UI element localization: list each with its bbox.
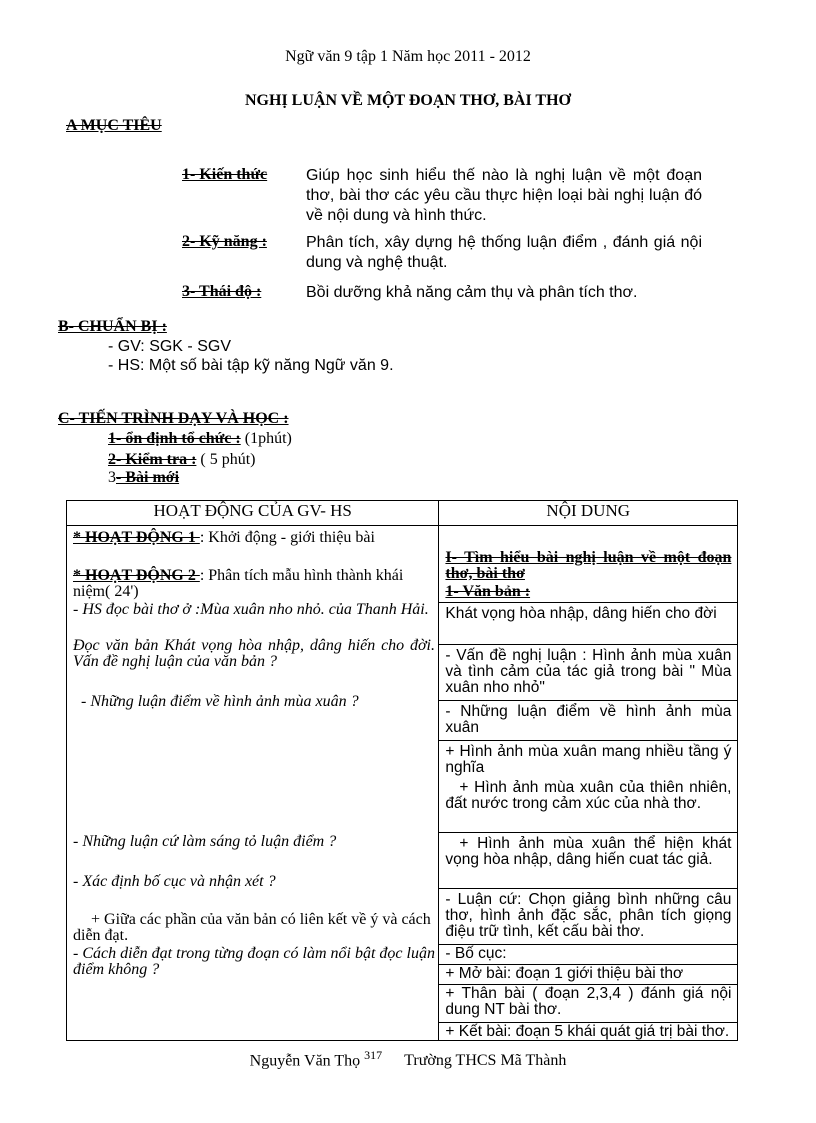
step-1 (108, 430, 292, 448)
content-heading: I- Tìm hiểu bài nghị luận về một đoạn thơ, bài thơ (445, 549, 732, 582)
section-a-heading: A MỤC TIÊU (66, 117, 162, 134)
activity-2 (73, 568, 435, 600)
activity-2-text: : Phân tích mẫu hình thành khái niệm( 24') (73, 567, 404, 600)
content-r9: + Mở bài: đoạn 1 giới thiệu bài thơ (445, 965, 684, 982)
step-2 (108, 451, 256, 469)
content-column-header: NỘI DUNG (439, 501, 738, 526)
step-1-time: (1phút) (240, 430, 292, 447)
note-linkage: + Giữa các phần của văn bản có liên kết về ý và cách diễn đạt. (73, 911, 431, 944)
activity-2-label: * HOẠT ĐỘNG 2 (73, 567, 200, 584)
lesson-table (66, 500, 738, 1041)
section-c-heading: C- TIẾN TRÌNH DẠY VÀ HỌC : (58, 410, 289, 427)
prep-teacher: - GV: SGK - SGV (108, 338, 231, 355)
question-arguments: - Những luận điểm về hình ảnh mùa xuân ? (81, 693, 359, 710)
activity-1-text: : Khởi động - giới thiệu bài (199, 529, 375, 546)
content-subheading: 1- Văn bản : (445, 583, 531, 600)
divider (439, 832, 737, 833)
question-expression: - Cách diễn đạt trong từng đoạn có làm nổi bật đọc luận điểm không ? (73, 945, 435, 978)
question-issue: Đọc văn bản Khát vọng hòa nhập, dâng hiến cho đời. Vấn đề nghị luận của văn bản ? (73, 637, 435, 670)
objective-attitude-label: 3- Thái độ : (182, 283, 262, 300)
content-r3: - Những luận điểm về hình ảnh mùa xuân (445, 703, 732, 736)
divider (439, 740, 737, 741)
footer-author: Nguyễn Văn Thọ (249, 1052, 361, 1070)
content-r10: + Thân bài ( đoạn 2,3,4 ) đánh giá nội dung NT bài thơ. (445, 985, 732, 1018)
activity-1 (73, 530, 435, 546)
step-3-label: - Bài mới (116, 469, 180, 486)
content-r5: + Hình ảnh mùa xuân của thiên nhiên, đất nước trong cảm xúc của nhà thơ. (445, 779, 732, 812)
content-r11: + Kết bài: đoạn 5 khái quát giá trị bài thơ. (445, 1023, 730, 1040)
content-r7: - Luận cứ: Chọn giảng bình những câu thơ, hình ảnh đặc sắc, phân tích giọng điệu trữ tình, kết cấu bài thơ. (445, 891, 732, 940)
content-cell (439, 526, 738, 1041)
content-r8: - Bố cục: (445, 945, 507, 962)
question-structure: - Xác định bố cục và nhận xét ? (73, 873, 276, 890)
step-3-prefix: 3 (108, 469, 116, 486)
divider (439, 888, 737, 889)
step-2-time: ( 5 phút) (196, 451, 256, 468)
page-footer (0, 1048, 816, 1070)
activity-column-header: HOẠT ĐỘNG CỦA GV- HS (67, 501, 439, 526)
objective-knowledge-text: Giúp học sinh hiểu thế nào là nghị luận về một đoạn thơ, bài thơ các yêu cầu thực hiện loại bài nghị luận đó về nội dung và hình thức. (306, 167, 702, 224)
lesson-title: NGHỊ LUẬN VỀ MỘT ĐOẠN THƠ, BÀI THƠ (245, 92, 571, 109)
prep-student: - HS: Một số bài tập kỹ năng Ngữ văn 9. (108, 357, 394, 374)
objective-attitude-text: Bồi dưỡng khả năng cảm thụ và phân tích thơ. (306, 284, 638, 301)
question-read-poem: - HS đọc bài thơ ở :Mùa xuân nho nhỏ. của Thanh Hải. (73, 601, 429, 618)
content-r2: - Vấn đề nghị luận : Hình ảnh mùa xuân và tình cảm của tác giả trong bài " Mùa xuân nho nhỏ" (445, 647, 732, 696)
step-2-label: 2- Kiểm tra : (108, 451, 197, 468)
content-r1: Khát vọng hòa nhập, dâng hiến cho đời (445, 605, 717, 622)
divider (439, 602, 737, 603)
divider (439, 700, 737, 701)
activity-cell (67, 526, 439, 1041)
content-r6: + Hình ảnh mùa xuân thể hiện khát vọng hòa nhập, dâng hiến cuat tác giả. (445, 835, 732, 868)
step-1-label: 1- ổn định tổ chức : (108, 430, 241, 447)
question-evidence: - Những luận cứ làm sáng tỏ luận điểm ? (73, 833, 337, 850)
objective-knowledge-label: 1- Kiến thức (182, 166, 268, 183)
footer-school: Trường THCS Mã Thành (404, 1052, 567, 1070)
divider (439, 644, 737, 645)
step-3 (108, 469, 179, 487)
content-r4: + Hình ảnh mùa xuân mang nhiều tầng ý nghĩa (445, 743, 732, 776)
objective-skill-label: 2- Kỹ năng : (182, 233, 267, 250)
activity-1-label: * HOẠT ĐỘNG 1 (73, 529, 200, 546)
page-header: Ngữ văn 9 tập 1 Năm học 2011 - 2012 (285, 48, 531, 65)
page-number: 317 (364, 1048, 383, 1062)
section-b-heading: B- CHUẨN BỊ : (58, 318, 167, 335)
objective-skill-text: Phân tích, xây dựng hệ thống luận điểm , đánh giá nội dung và nghệ thuật. (306, 234, 702, 271)
